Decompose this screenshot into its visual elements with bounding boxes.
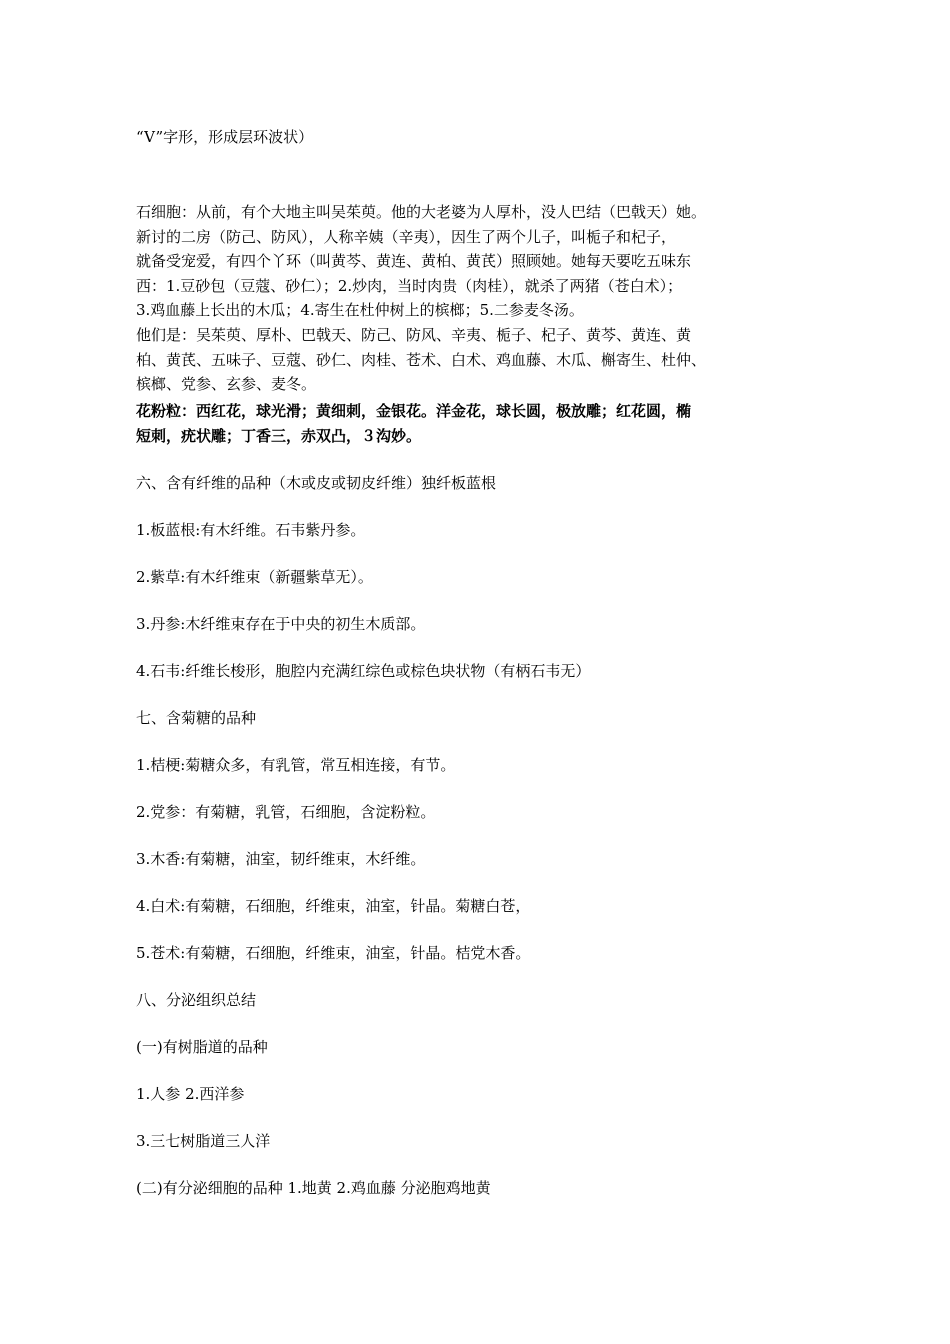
inulin-item: 4.白术:有菊糖，石细胞，纤维束，油室，针晶。菊糖白苍，: [136, 897, 531, 915]
story-line: 就备受宠爱，有四个丫环（叫黄芩、黄连、黄柏、黄芪）照顾她。她每天要吃五味东: [136, 252, 692, 271]
inulin-item: 3.木香:有菊糖，油室，韧纤维束，木纤维。: [136, 850, 426, 868]
fiber-item: 1.板蓝根:有木纤维。石韦紫丹参。: [136, 521, 366, 539]
resin-canal-item: 1.人参 2.西洋参: [136, 1085, 245, 1103]
fiber-item: 2.紫草:有木纤维束（新疆紫草无）。: [136, 568, 373, 586]
story-line: 新讨的二房（防己、防风），人称辛姨（辛夷），因生了两个儿子，叫栀子和杞子，: [136, 227, 677, 246]
subheading-resin-canal: (一)有树脂道的品种: [136, 1038, 268, 1056]
inulin-item: 2.党参：有菊糖，乳管，石细胞，含淀粉粒。: [136, 803, 436, 821]
story-line: 西：1.豆砂包（豆蔻、砂仁）；2.炒肉，当时肉贵（肉桂），就杀了两猪（苍白术）；: [136, 276, 683, 295]
section-heading-secretory: 八、分泌组织总结: [136, 991, 257, 1009]
story-line: 3.鸡血藤上长出的木瓜；4.寄生在杜仲树上的槟榔；5.二参麦冬汤。: [136, 301, 584, 320]
pollen-line: 短刺，疣状雕；丁香三，赤双凸，３沟妙。: [136, 426, 422, 445]
story-line: 石细胞：从前，有个大地主叫吴茱萸。他的大老婆为人厚朴，没人巴结（巴戟天）她。: [136, 203, 707, 221]
story-line: 他们是：吴茱萸、厚朴、巴戟天、防己、防风、辛夷、栀子、杞子、黄芩、黄连、黄: [136, 325, 692, 344]
inulin-item: 5.苍术:有菊糖，石细胞，纤维束，油室，针晶。桔党木香。: [136, 944, 531, 962]
pollen-line: 花粉粒：西红花，球光滑；黄细刺，金银花。洋金花，球长圆，极放雕；红花圆，椭: [136, 402, 692, 420]
resin-canal-item: 3.三七树脂道三人洋: [136, 1132, 271, 1150]
stone-cell-mnemonic-paragraph: [136, 200, 776, 397]
fiber-item: 3.丹参:木纤维束存在于中央的初生木质部。: [136, 615, 426, 633]
story-line: 槟榔、党参、玄参、麦冬。: [136, 375, 317, 394]
intro-line: “V”字形，形成层环波状）: [136, 128, 314, 146]
section-heading-inulin: 七、含菊糖的品种: [136, 709, 257, 727]
fiber-item: 4.石韦:纤维长梭形，胞腔内充满红综色或棕色块状物（有柄石韦无）: [136, 662, 591, 680]
subheading-secretory-cell: (二)有分泌细胞的品种 1.地黄 2.鸡血藤 分泌胞鸡地黄: [136, 1179, 491, 1197]
story-line: 柏、黄芪、五味子、豆蔻、砂仁、肉桂、苍术、白术、鸡血藤、木瓜、槲寄生、杜仲、: [136, 350, 707, 369]
inulin-item: 1.桔梗:菊糖众多，有乳管，常互相连接，有节。: [136, 756, 456, 774]
pollen-mnemonic-paragraph: [136, 399, 776, 448]
section-heading-fiber: 六、含有纤维的品种（木或皮或韧皮纤维）独纤板蓝根: [136, 474, 497, 492]
